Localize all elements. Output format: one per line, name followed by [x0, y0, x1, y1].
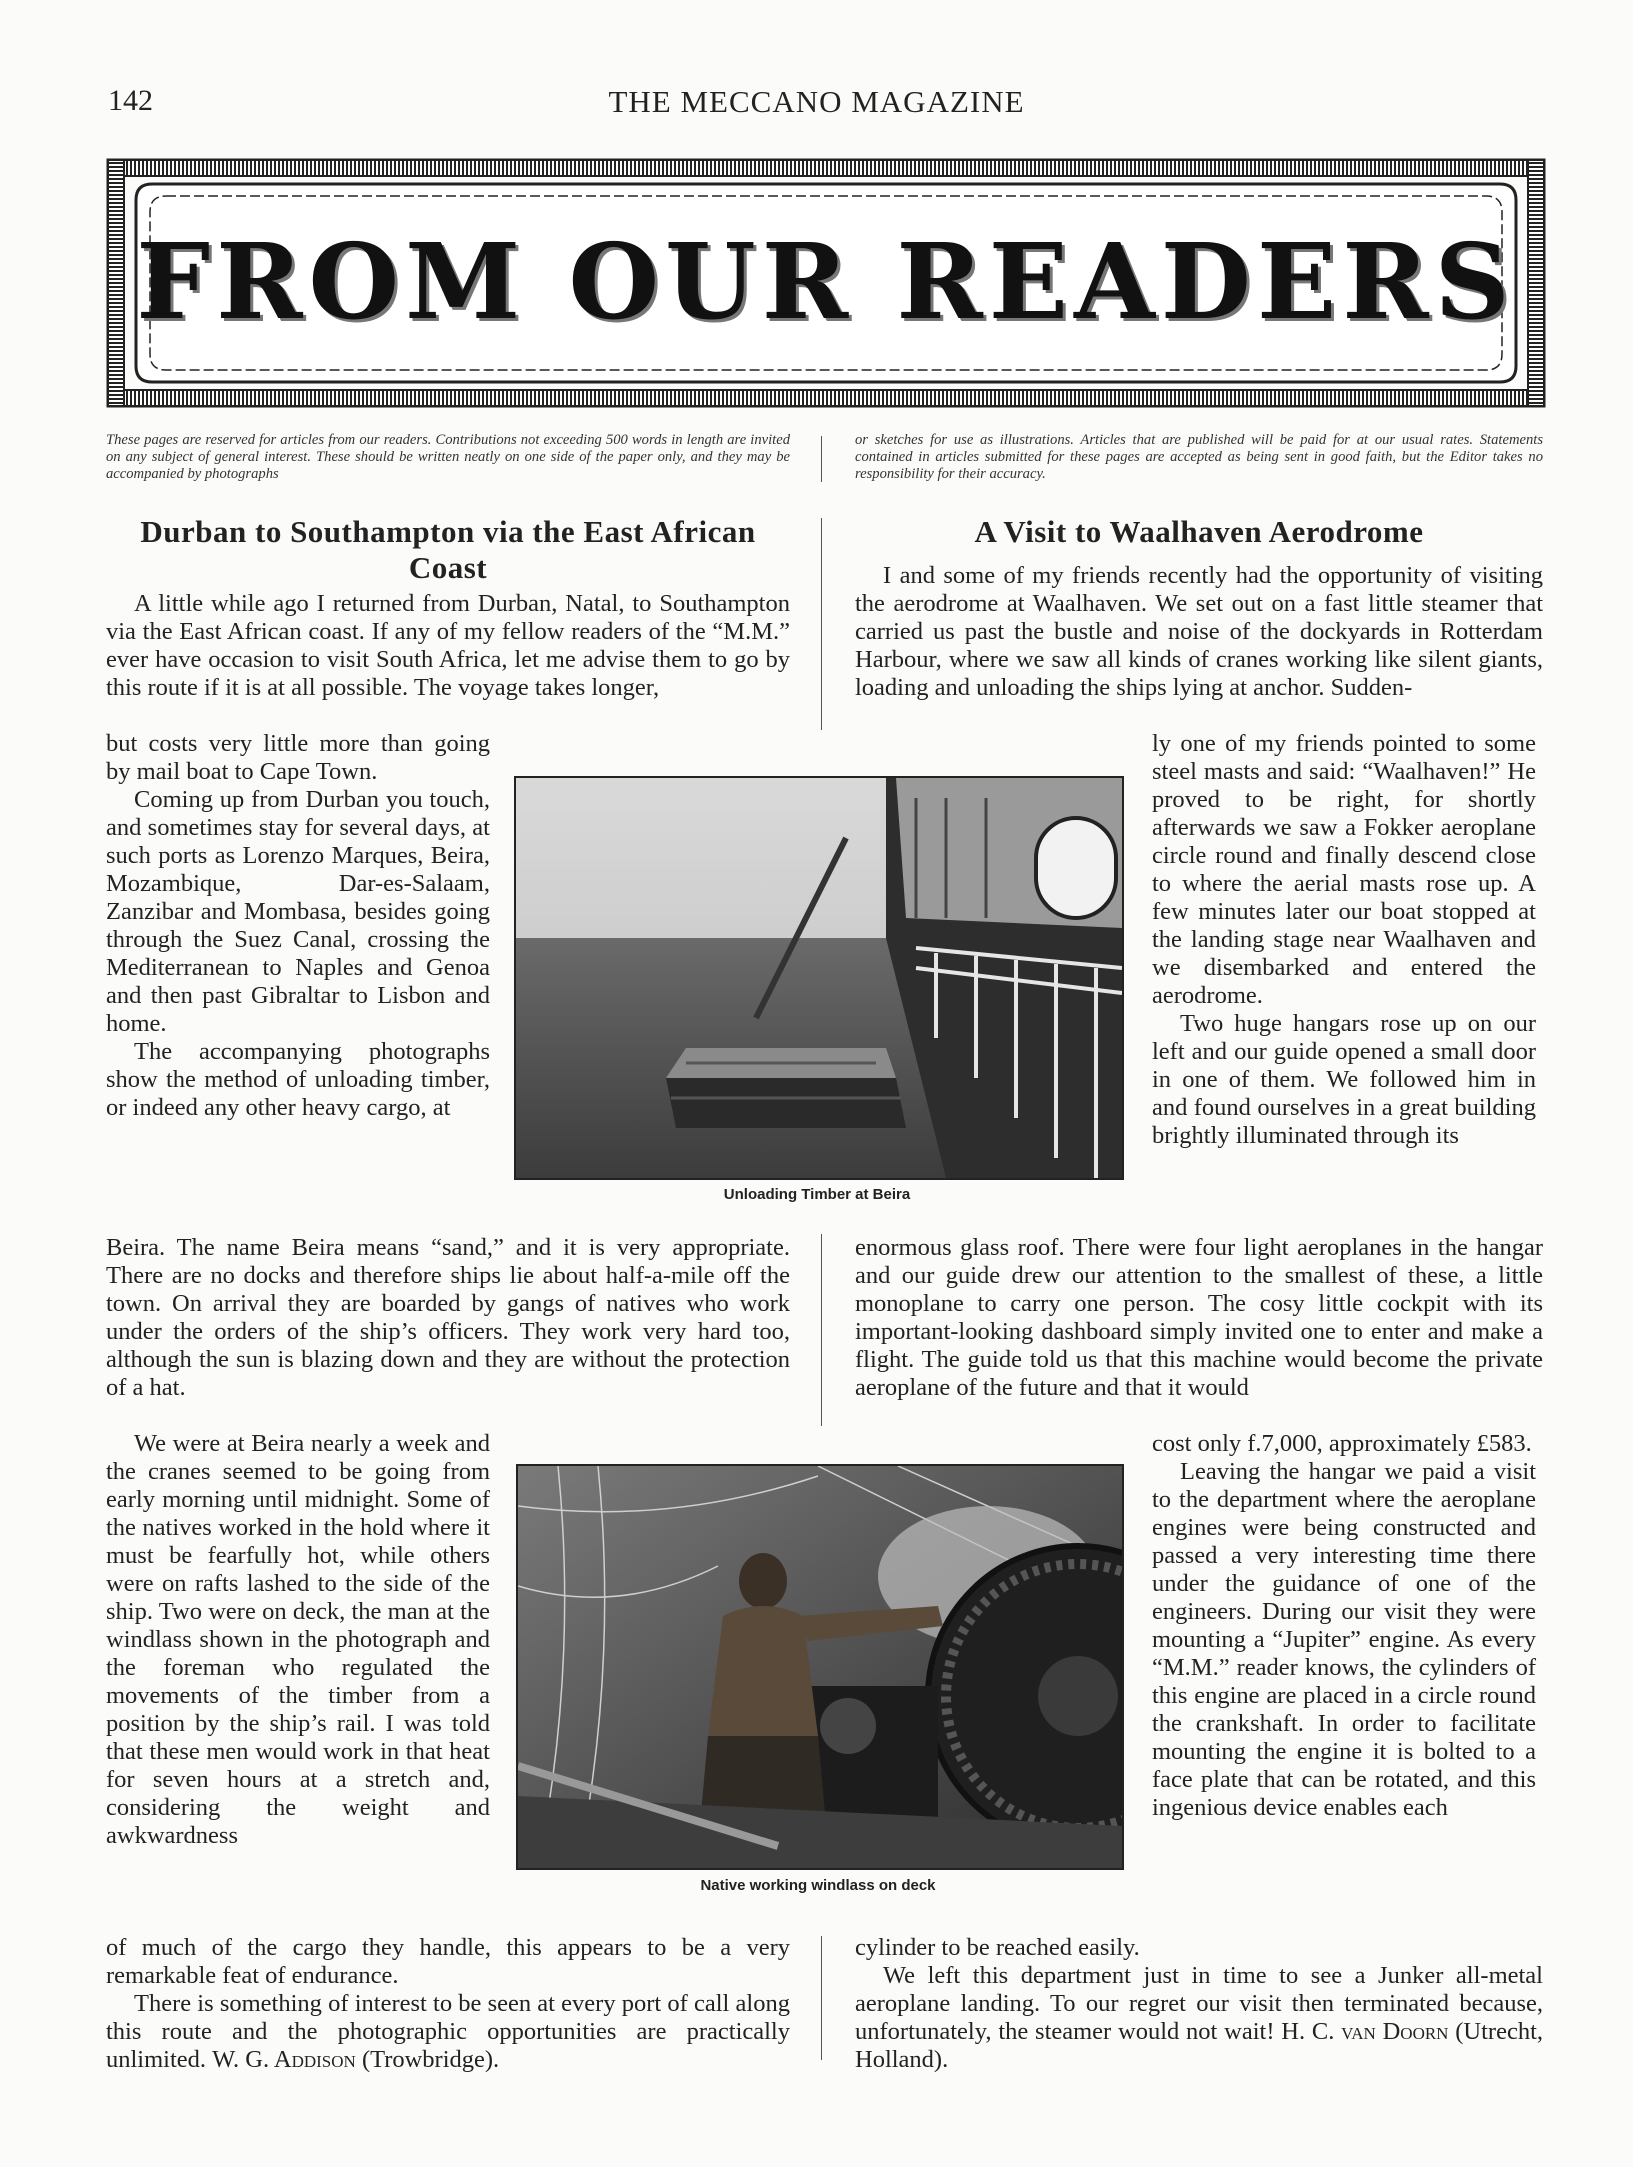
photo-caption: Unloading Timber at Beira: [723, 1186, 911, 1203]
section-banner: [106, 158, 1546, 408]
page-number: 142: [108, 84, 153, 117]
signature-place: (Trowbridge).: [361, 2046, 500, 2073]
paragraph: ly one of my friends pointed to some steel masts and said: “Waalhaven!” He proved to be right, for shortly afterwards we saw a Fokker aeroplane circle round and finally descend close to where the aerial masts rose up. A few minutes later our boat stopped at the landing stage near Waalhaven and we disembarked and entered the aerodrome.: [1152, 730, 1536, 1009]
paragraph: of much of the cargo they handle, this appears to be a very remarkable feat of endurance.: [106, 1934, 790, 1989]
intro-note-left: These pages are reserved for articles from our readers. Contributions not exceeding 500 words in length are invited on any subject of general interest. These should be written neatly on one side of the paper only, and they may be accompanied by photographs: [106, 432, 790, 482]
article-text: [106, 590, 790, 702]
article-title: A Visit to Waalhaven Aerodrome: [974, 514, 1424, 549]
paragraph: cost only f.7,000, approximately £583.: [1152, 1430, 1532, 1457]
paragraph: We were at Beira nearly a week and the cranes seemed to be going from early morning until midnight. Some of the natives worked in the hold where it must be fearfully hot, while others were on rafts lashed to the side of the ship. Two were on deck, the man at the windlass shown in the photograph and the foreman who regulated the movements of the timber from a position by the ship’s rail. I was told that these men would work in that heat for seven hours at a stretch and, considering the weight and awkwardness: [106, 1430, 490, 1849]
running-head: THE MECCANO MAGAZINE: [608, 84, 1025, 119]
paragraph: The accompanying photographs show the method of unloading timber, or indeed any other heavy cargo, at: [106, 1038, 490, 1121]
paragraph: I and some of my friends recently had the opportunity of visiting the aerodrome at Waalhaven. We set out on a fast little steamer that carried us past the bustle and noise of the dockyards in Rotterdam Harbour, where we saw all kinds of cranes working like silent giants, loading and unloading the ships lying at anchor. Sudden-: [855, 562, 1543, 701]
paragraph: Leaving the hangar we paid a visit to the department where the aeroplane engines were being constructed and passed a very interesting time there under the guidance of one of the engineers. During our visit they were mounting a “Jupiter” engine. As every “M.M.” reader knows, the cylinders of this engine are placed in a circle round the crankshaft. In order to facilitate mounting the engine it is bolted to a face plate that can be rotated, and this ingenious device enables each: [1152, 1458, 1536, 1821]
article-title: Durban to Southampton via the East African Coast: [140, 514, 756, 585]
paragraph: Beira. The name Beira means “sand,” and it is very appropriate. There are no docks and therefore ships lie about half-a-mile off the town. On arrival they are boarded by gangs of natives who work under the orders of the ship’s officers. They work very hard too, although the sun is blazing down and they are without the protection of a hat.: [106, 1234, 790, 1401]
paragraph: [106, 1990, 790, 2074]
paragraph: [855, 1962, 1543, 2074]
signature-place: (Utrecht, Holland).: [855, 2018, 1544, 2073]
article-text: [855, 562, 1543, 702]
column-rule: [821, 436, 822, 482]
paragraph-text: There is something of interest to be seen at every port of call along this route and the photographic opportunities are practically unlimited.: [106, 1990, 790, 2073]
article-text: [1152, 730, 1536, 1150]
banner-title: FROM OUR READERS: [136, 220, 1516, 343]
article-text: [106, 730, 490, 1122]
column-rule: [821, 1234, 822, 1426]
article-text: [106, 1234, 790, 1402]
article-text: [106, 1934, 790, 2074]
paragraph: Two huge hangars rose up on our left and our guide opened a small door in one of them. We followed him in and found ourselves in a great building brightly illuminated through its: [1152, 1010, 1536, 1149]
paragraph-text: We left this department just in time to see a Junker all-metal aeroplane landing. To our regret our visit then terminated because, unfortunately, the steamer would not wait!: [855, 1962, 1543, 2045]
column-rule: [821, 518, 822, 730]
column-rule: [821, 1936, 822, 2060]
signature-name: H. C. van Doorn: [1281, 2018, 1449, 2045]
photo-caption: Native working windlass on deck: [700, 1877, 936, 1894]
paragraph: enormous glass roof. There were four light aeroplanes in the hangar and our guide drew our attention to the smallest of these, a little monoplane to carry one person. The cosy little cockpit with its important-looking dashboard simply invited one to enter and make a flight. The guide told us that this machine would become the private aeroplane of the future and that it would: [855, 1234, 1543, 1401]
article-text: [106, 1430, 490, 1850]
photo-unloading-timber: [514, 776, 1124, 1180]
photo-native-windlass: [516, 1464, 1124, 1870]
article-text: [855, 1934, 1543, 2074]
paragraph: but costs very little more than going by mail boat to Cape Town.: [106, 730, 490, 785]
article-text: [1152, 1430, 1536, 1822]
intro-note-right: or sketches for use as illustrations. Articles that are published will be paid for at our usual rates. Statements contained in articles submitted for these pages are accepted as being sent in good faith, but the Editor takes no responsibility for their accuracy.: [855, 432, 1543, 482]
signature-name: W. G. Addison: [212, 2046, 356, 2073]
paragraph: A little while ago I returned from Durban, Natal, to Southampton via the East African coast. If any of my fellow readers of the “M.M.” ever have occasion to visit South Africa, let me advise them to go by this route if it is at all possible. The voyage takes longer,: [106, 590, 790, 701]
article-text: [855, 1234, 1543, 1402]
paragraph: Coming up from Durban you touch, and sometimes stay for several days, at such ports as Lorenzo Marques, Beira, Mozambique, Dar-es-Salaam, Zanzibar and Mombasa, besides going through the Suez Canal, crossing the Mediterranean to Naples and Genoa and then past Gibraltar to Lisbon and home.: [106, 786, 490, 1037]
paragraph: cylinder to be reached easily.: [855, 1934, 1140, 1961]
